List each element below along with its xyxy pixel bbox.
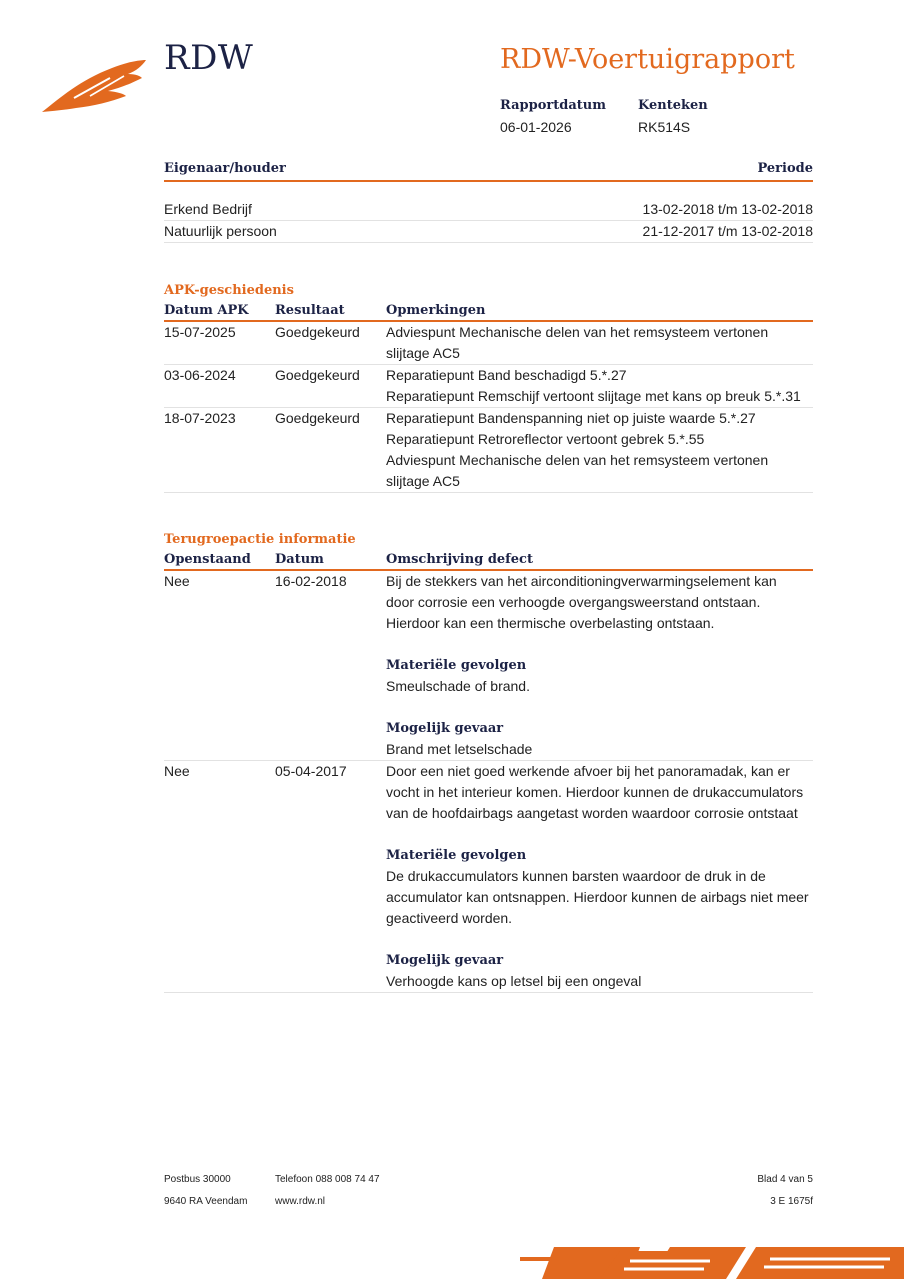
- apk-date-column-header: Datum APK: [164, 303, 249, 318]
- rdw-feather-logo: [40, 58, 148, 114]
- footer-page-number: Blad 4 van 5: [757, 1174, 813, 1185]
- apk-result: Goedgekeurd: [275, 367, 360, 383]
- footer-document-code: 3 E 1675f: [770, 1196, 813, 1207]
- apk-date: 15-07-2025: [164, 324, 236, 340]
- license-plate-block: [638, 98, 708, 136]
- footer-website-link[interactable]: www.rdw.nl: [275, 1196, 326, 1207]
- recall-row: [164, 571, 813, 761]
- recall-desc-line: door corrosie een verhoogde overgangsweerstand ontstaan.: [386, 594, 761, 610]
- apk-notes-column-header: Opmerkingen: [386, 303, 486, 318]
- owner-name: Natuurlijk persoon: [164, 223, 277, 239]
- recall-date: 16-02-2018: [275, 573, 347, 589]
- danger-heading: Mogelijk gevaar: [386, 953, 504, 968]
- owner-name: Erkend Bedrijf: [164, 201, 252, 217]
- license-plate-label: Kenteken: [638, 98, 708, 113]
- owner-period: 21-12-2017 t/m 13-02-2018: [642, 223, 813, 239]
- apk-date: 03-06-2024: [164, 367, 236, 383]
- report-date-block: [500, 98, 606, 136]
- report-title: RDW-Voertuigrapport: [500, 44, 795, 75]
- recall-description: [386, 761, 813, 992]
- apk-note-line: Adviespunt Mechanische delen van het remsysteem vertonen: [386, 324, 769, 340]
- apk-notes: [386, 322, 813, 364]
- recall-header-row: [164, 551, 813, 571]
- apk-date: 18-07-2023: [164, 410, 236, 426]
- apk-notes: [386, 408, 813, 492]
- apk-notes: [386, 365, 813, 407]
- apk-note-line: Reparatiepunt Bandenspanning niet op juiste waarde 5.*.27: [386, 410, 756, 426]
- owner-section: [164, 161, 813, 243]
- apk-note-line: Reparatiepunt Remschijf vertoont slijtage met kans op breuk 5.*.31: [386, 388, 801, 404]
- recall-description: [386, 571, 813, 760]
- recall-date: 05-04-2017: [275, 763, 347, 779]
- recall-desc-line: Bij de stekkers van het airconditioningverwarmingselement kan: [386, 573, 777, 589]
- apk-result: Goedgekeurd: [275, 410, 360, 426]
- owner-column-header: Eigenaar/houder: [164, 161, 286, 176]
- apk-history-section: [164, 281, 813, 493]
- apk-note-line: Reparatiepunt Band beschadigd 5.*.27: [386, 367, 627, 383]
- danger-heading: Mogelijk gevaar: [386, 721, 504, 736]
- report-date-value: 06-01-2026: [500, 119, 572, 135]
- consequences-heading: Materiële gevolgen: [386, 658, 527, 673]
- apk-row: [164, 408, 813, 493]
- footer-phone: Telefoon 088 008 74 47: [275, 1174, 380, 1185]
- recall-open-status: Nee: [164, 573, 190, 589]
- consequences-line: De drukaccumulators kunnen barsten waardoor de druk in de: [386, 868, 766, 884]
- owner-row: [164, 199, 813, 221]
- consequences-line: geactiveerd worden.: [386, 910, 513, 926]
- apk-note-line: Reparatiepunt Retroreflector vertoont gebrek 5.*.55: [386, 431, 705, 447]
- apk-row: [164, 365, 813, 408]
- recall-description-column-header: Omschrijving defect: [386, 552, 533, 567]
- owner-row: [164, 221, 813, 243]
- recall-open-column-header: Openstaand: [164, 552, 251, 567]
- report-date-label: Rapportdatum: [500, 98, 606, 113]
- danger-line: Verhoogde kans op letsel bij een ongeval: [386, 973, 642, 989]
- owner-header-row: [164, 161, 813, 182]
- decorative-stripes-graphic: [520, 1245, 904, 1280]
- apk-row: [164, 322, 813, 365]
- apk-section-title: APK-geschiedenis: [164, 283, 294, 298]
- consequences-line: Smeulschade of brand.: [386, 678, 530, 694]
- apk-note-line: slijtage AC5: [386, 345, 460, 361]
- consequences-heading: Materiële gevolgen: [386, 848, 527, 863]
- period-column-header: Periode: [757, 161, 813, 176]
- recall-row: [164, 761, 813, 993]
- recall-desc-line: Hierdoor kan een thermische overbelasting ontstaan.: [386, 615, 715, 631]
- logo-text: RDW: [164, 38, 254, 78]
- recall-open-status: Nee: [164, 763, 190, 779]
- recall-date-column-header: Datum: [275, 552, 324, 567]
- recall-section: [164, 530, 813, 993]
- danger-line: Brand met letselschade: [386, 741, 533, 757]
- apk-result: Goedgekeurd: [275, 324, 360, 340]
- recall-section-title: Terugroepactie informatie: [164, 532, 356, 547]
- footer-city: 9640 RA Veendam: [164, 1196, 248, 1207]
- owner-period: 13-02-2018 t/m 13-02-2018: [642, 201, 813, 217]
- license-plate-value: RK514S: [638, 119, 691, 135]
- footer-postbus: Postbus 30000: [164, 1174, 231, 1185]
- recall-desc-line: vocht in het interieur komen. Hierdoor kunnen de drukaccumulators: [386, 784, 804, 800]
- recall-desc-line: van de hoofdairbags aangetast worden waardoor corrosie ontstaat: [386, 805, 798, 821]
- apk-result-column-header: Resultaat: [275, 303, 345, 318]
- apk-header-row: [164, 302, 813, 322]
- apk-note-line: slijtage AC5: [386, 473, 460, 489]
- apk-note-line: Adviespunt Mechanische delen van het remsysteem vertonen: [386, 452, 769, 468]
- consequences-line: accumulator kan ontsnappen. Hierdoor kunnen de airbags niet meer: [386, 889, 809, 905]
- recall-desc-line: Door een niet goed werkende afvoer bij het panoramadak, kan er: [386, 763, 790, 779]
